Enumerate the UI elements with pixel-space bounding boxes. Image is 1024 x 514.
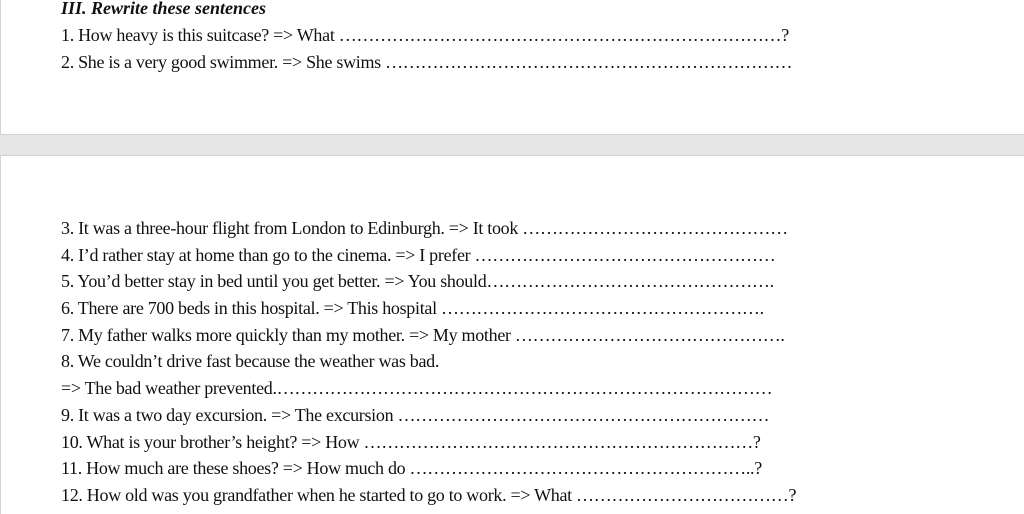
- sentence-12: 12. How old was you grandfather when he started to go to work. => What ………………………………?: [61, 485, 797, 505]
- sentence-2: 2. She is a very good swimmer. => She swims ……………………………………………………………: [61, 52, 793, 72]
- sentence-6: 6. There are 700 beds in this hospital. => This hospital ……………………………………………….: [61, 298, 764, 318]
- sentence-1: 1. How heavy is this suitcase? => What …………………………………………………………………?: [61, 25, 789, 45]
- section-title: III. Rewrite these sentences: [61, 0, 266, 18]
- document-page-top: [0, 0, 1024, 135]
- sentence-5: 5. You’d better stay in bed until you get better. => You should………………………………………….: [61, 271, 774, 291]
- sentence-11: 11. How much are these shoes? => How much do …………………………………………………..?: [61, 458, 762, 478]
- sentence-9: 9. It was a two day excursion. => The excursion ………………………………………………………: [61, 405, 770, 425]
- sentence-8-continuation: => The bad weather prevented.…………………………………………………………………………: [61, 378, 773, 398]
- document-page-bottom: [0, 155, 1024, 514]
- sentence-8: 8. We couldn’t drive fast because the weather was bad.: [61, 351, 440, 371]
- sentence-3: 3. It was a three-hour flight from London to Edinburgh. => It took ………………………………………: [61, 218, 788, 238]
- sentence-7: 7. My father walks more quickly than my mother. => My mother ……………………………………….: [61, 325, 785, 345]
- sentence-10: 10. What is your brother’s height? => How …………………………………………………………?: [61, 432, 761, 452]
- sentence-4: 4. I’d rather stay at home than go to the cinema. => I prefer ……………………………………………: [61, 245, 776, 265]
